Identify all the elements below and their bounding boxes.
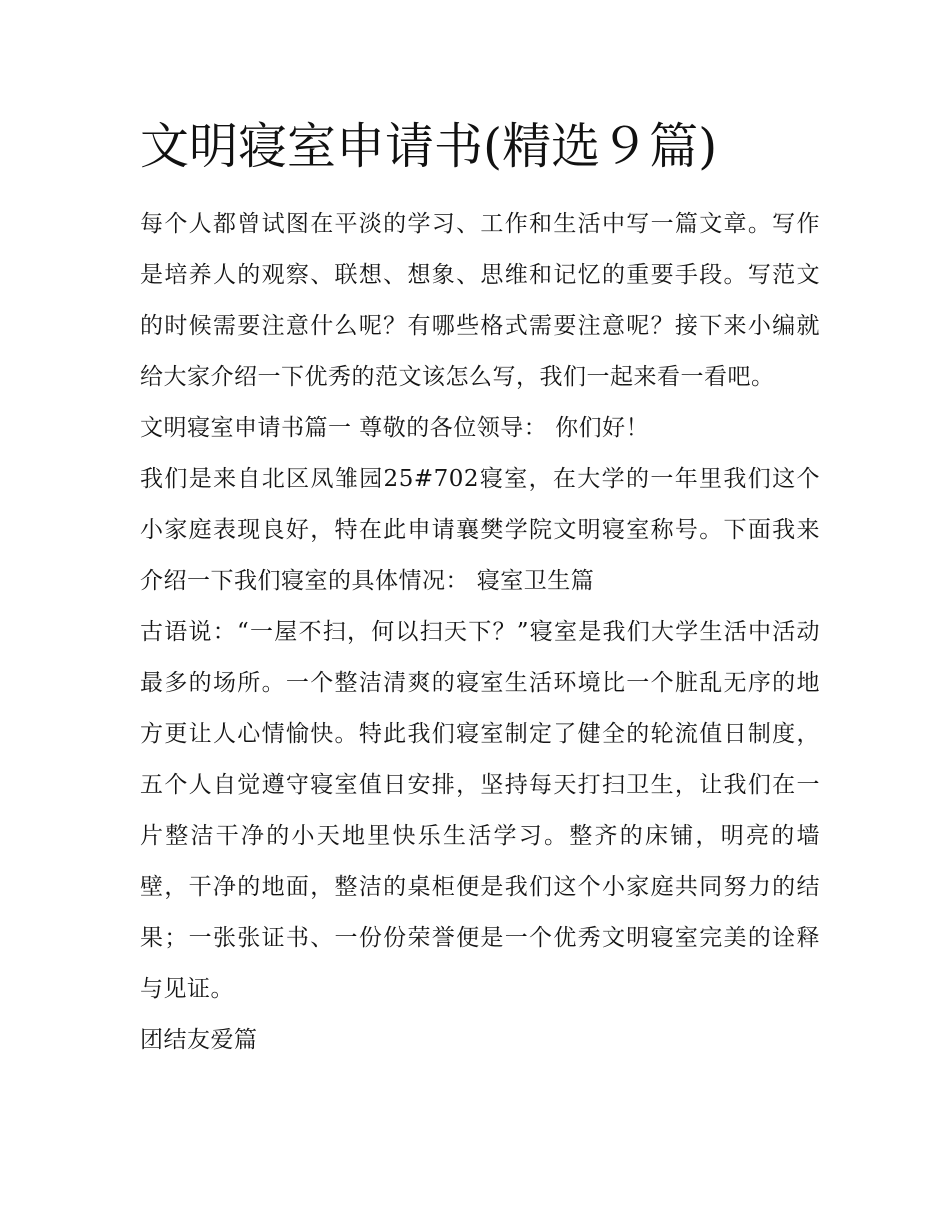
document-body [140, 199, 820, 1066]
hygiene-paragraph: 古语说：“一屋不扫，何以扫天下？”寝室是我们大学生活中活动最多的场所。一个整洁清爽的寝室生活环境比一个脏乱无序的地方更让人心情愉快。特此我们寝室制定了健全的轮流值日制度，五个人自觉遵守寝室值日安排，坚持每天打扫卫生，让我们在一片整洁干净的小天地里快乐生活学习。整齐的床铺，明亮的墙壁，干净的地面，整洁的桌柜便是我们这个小家庭共同努力的结果；一张张证书、一份份荣誉便是一个优秀文明寝室完美的诠释与见证。 [140, 619, 820, 1002]
intro-paragraph: 每个人都曾试图在平淡的学习、工作和生活中写一篇文章。写作是培养人的观察、联想、想象、思维和记忆的重要手段。写范文的时候需要注意什么呢？有哪些格式需要注意呢？接下来小编就给大家介绍一下优秀的范文该怎么写，我们一起来看一看吧。 [140, 211, 820, 390]
document-title: 文明寝室申请书(精选９篇) [140, 118, 718, 175]
section-heading-unity: 团结友爱篇 [140, 1027, 258, 1053]
introduction-paragraph: 我们是来自北区凤雏园25#702寝室，在大学的一年里我们这个小家庭表现良好，特在此申请襄樊学院文明寝室称号。下面我来介绍一下我们寝室的具体情况： 寝室卫生篇 [140, 466, 820, 594]
salutation-paragraph: 文明寝室申请书篇一 尊敬的各位领导： 你们好！ [140, 415, 650, 441]
